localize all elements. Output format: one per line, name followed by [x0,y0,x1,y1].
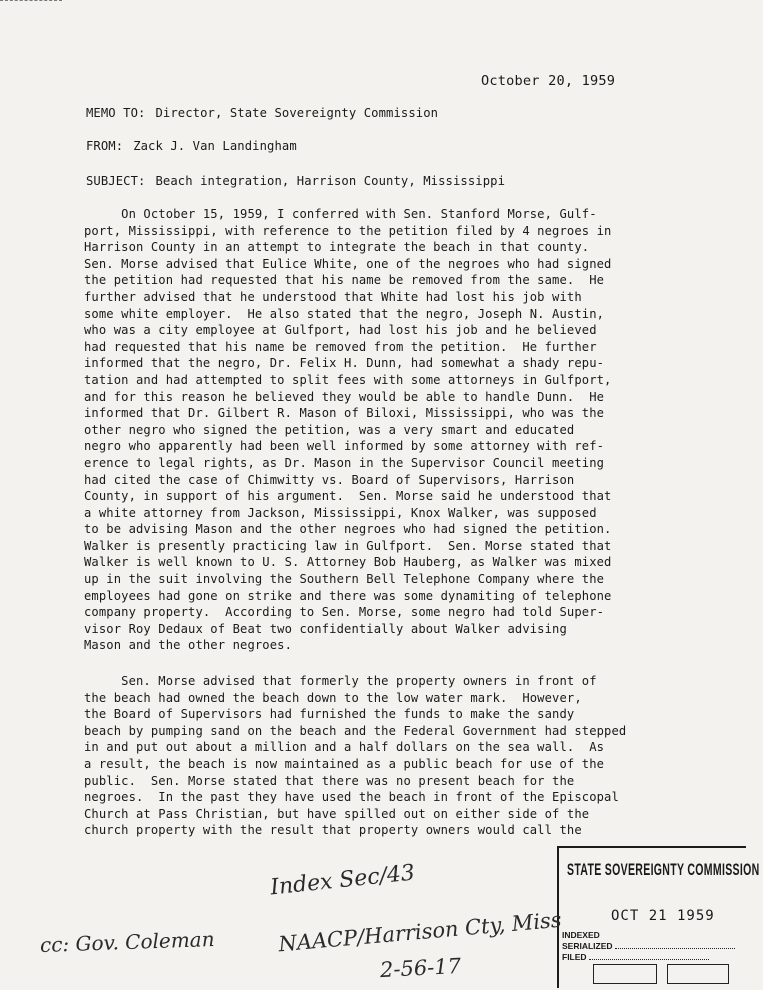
body-line: Walker is well known to U. S. Attorney Bob Hauberg, as Walker was mixed [84,555,612,570]
subject-value: Beach integration, Harrison County, Mississippi [155,174,506,188]
stamp-box [667,964,729,984]
body-line: Sen. Morse advised that formerly the property owners in front of [84,674,597,688]
body-line: had cited the case of Chimwitty vs. Board of Supervisors, Harrison [84,472,575,487]
body-line: and for this reason he believed they would be able to handle Dunn. He [84,389,605,404]
body-line: to be advising Mason and the other negroes who had signed the petition. [84,522,612,537]
body-line: beach by pumping sand on the beach and the Federal Government had stepped [84,723,627,738]
body-line: informed that the negro, Dr. Felix H. Dunn, had somewhat a shady repu- [84,356,605,371]
scan-edge-mark [0,0,62,1]
body-line: Walker is presently practicing law in Gulfport. Sen. Morse stated that [84,538,612,553]
body-line: County, in support of his argument. Sen. Morse said he understood that [84,489,612,504]
body-line: negro who apparently had been well informed by some attorney with ref- [84,439,605,454]
stamp-field-label: INDEXED [562,930,600,940]
body-line: the Board of Supervisors had furnished the funds to make the sandy [84,707,575,722]
body-line: the petition had requested that his name be removed from the same. He [84,273,605,288]
body-line: a white attorney from Jackson, Mississippi, Knox Walker, was supposed [84,505,597,520]
memo-to-value: Director, State Sovereignty Commission [155,106,439,120]
from-value: Zack J. Van Landingham [133,139,297,153]
body-line: negroes. In the past they have used the beach in front of the Episcopal [84,790,619,805]
body-line: visor Roy Dedaux of Beat two confidentially about Walker advising [84,621,567,636]
body-line: some white employer. He also stated that the negro, Joseph N. Austin, [84,306,605,321]
memo-to-line [86,106,438,120]
stamp-box [593,964,657,984]
handwritten-index-note: Index Sec/43 [269,860,417,901]
body-line: in and put out about a million and a half dollars on the sea wall. As [84,740,605,755]
from-label: FROM: [86,139,124,153]
body-line: employees had gone on strike and there was some dynamiting of telephone [84,588,612,603]
stamp-field-serialized [562,941,735,951]
body-line: other negro who signed the petition, was a very smart and educated [84,422,575,437]
body-line: up in the suit involving the Southern Bell Telephone Company where the [84,572,605,587]
stamp-title: STATE SOVEREIGNTY COMMISSION [567,860,760,879]
body-line: informed that Dr. Gilbert R. Mason of Biloxi, Mississippi, who was the [84,406,605,421]
handwritten-file-number: 2-56-17 [379,953,462,983]
subject-line [86,174,505,188]
body-line: Sen. Morse advised that Eulice White, one of the negroes who had signed [84,256,612,271]
body-line: company property. According to Sen. Morse, some negro had told Super- [84,605,605,620]
body-line: further advised that he understood that White had lost his job with [84,289,582,304]
body-line: tation and had attempted to split fees with some attorneys in Gulfport, [84,372,612,387]
body-line: On October 15, 1959, I conferred with Sen. Stanford Morse, Gulf- [84,207,597,221]
stamp-field-label: SERIALIZED [562,941,613,951]
body-line: Harrison County in an attempt to integrate the beach in that county. [84,240,590,255]
body-paragraph-1 [84,206,727,654]
body-line: Church at Pass Christian, but have spilled out on either side of the [84,806,590,821]
handwritten-file-note: NAACP/Harrison Cty, Miss [277,907,563,957]
stamp-field-filed [562,952,709,962]
memo-date: October 20, 1959 [481,73,616,89]
stamp-field-label: FILED [562,952,587,962]
received-stamp [557,846,760,988]
body-paragraph-2 [84,673,727,839]
body-line: church property with the result that property owners would call the [84,823,582,838]
body-line: Mason and the other negroes. [84,638,293,653]
handwritten-cc-note: cc: Gov. Coleman [39,926,215,958]
subject-label: SUBJECT: [86,174,146,188]
body-line: port, Mississippi, with reference to the petition filed by 4 negroes in [84,223,612,238]
stamp-date: OCT 21 1959 [611,908,715,924]
stamp-field-indexed [562,930,600,940]
body-line: the beach had owned the beach down to the low water mark. However, [84,690,582,705]
body-line: public. Sen. Morse stated that there was no present beach for the [84,773,575,788]
from-line [86,139,297,153]
body-line: erence to legal rights, as Dr. Mason in the Supervisor Council meeting [84,455,605,470]
body-line: had requested that his name be removed from the petition. He further [84,339,597,354]
body-line: who was a city employee at Gulfport, had lost his job and he believed [84,323,597,338]
memo-to-label: MEMO TO: [86,106,146,120]
body-line: a result, the beach is now maintained as a public beach for use of the [84,756,605,771]
